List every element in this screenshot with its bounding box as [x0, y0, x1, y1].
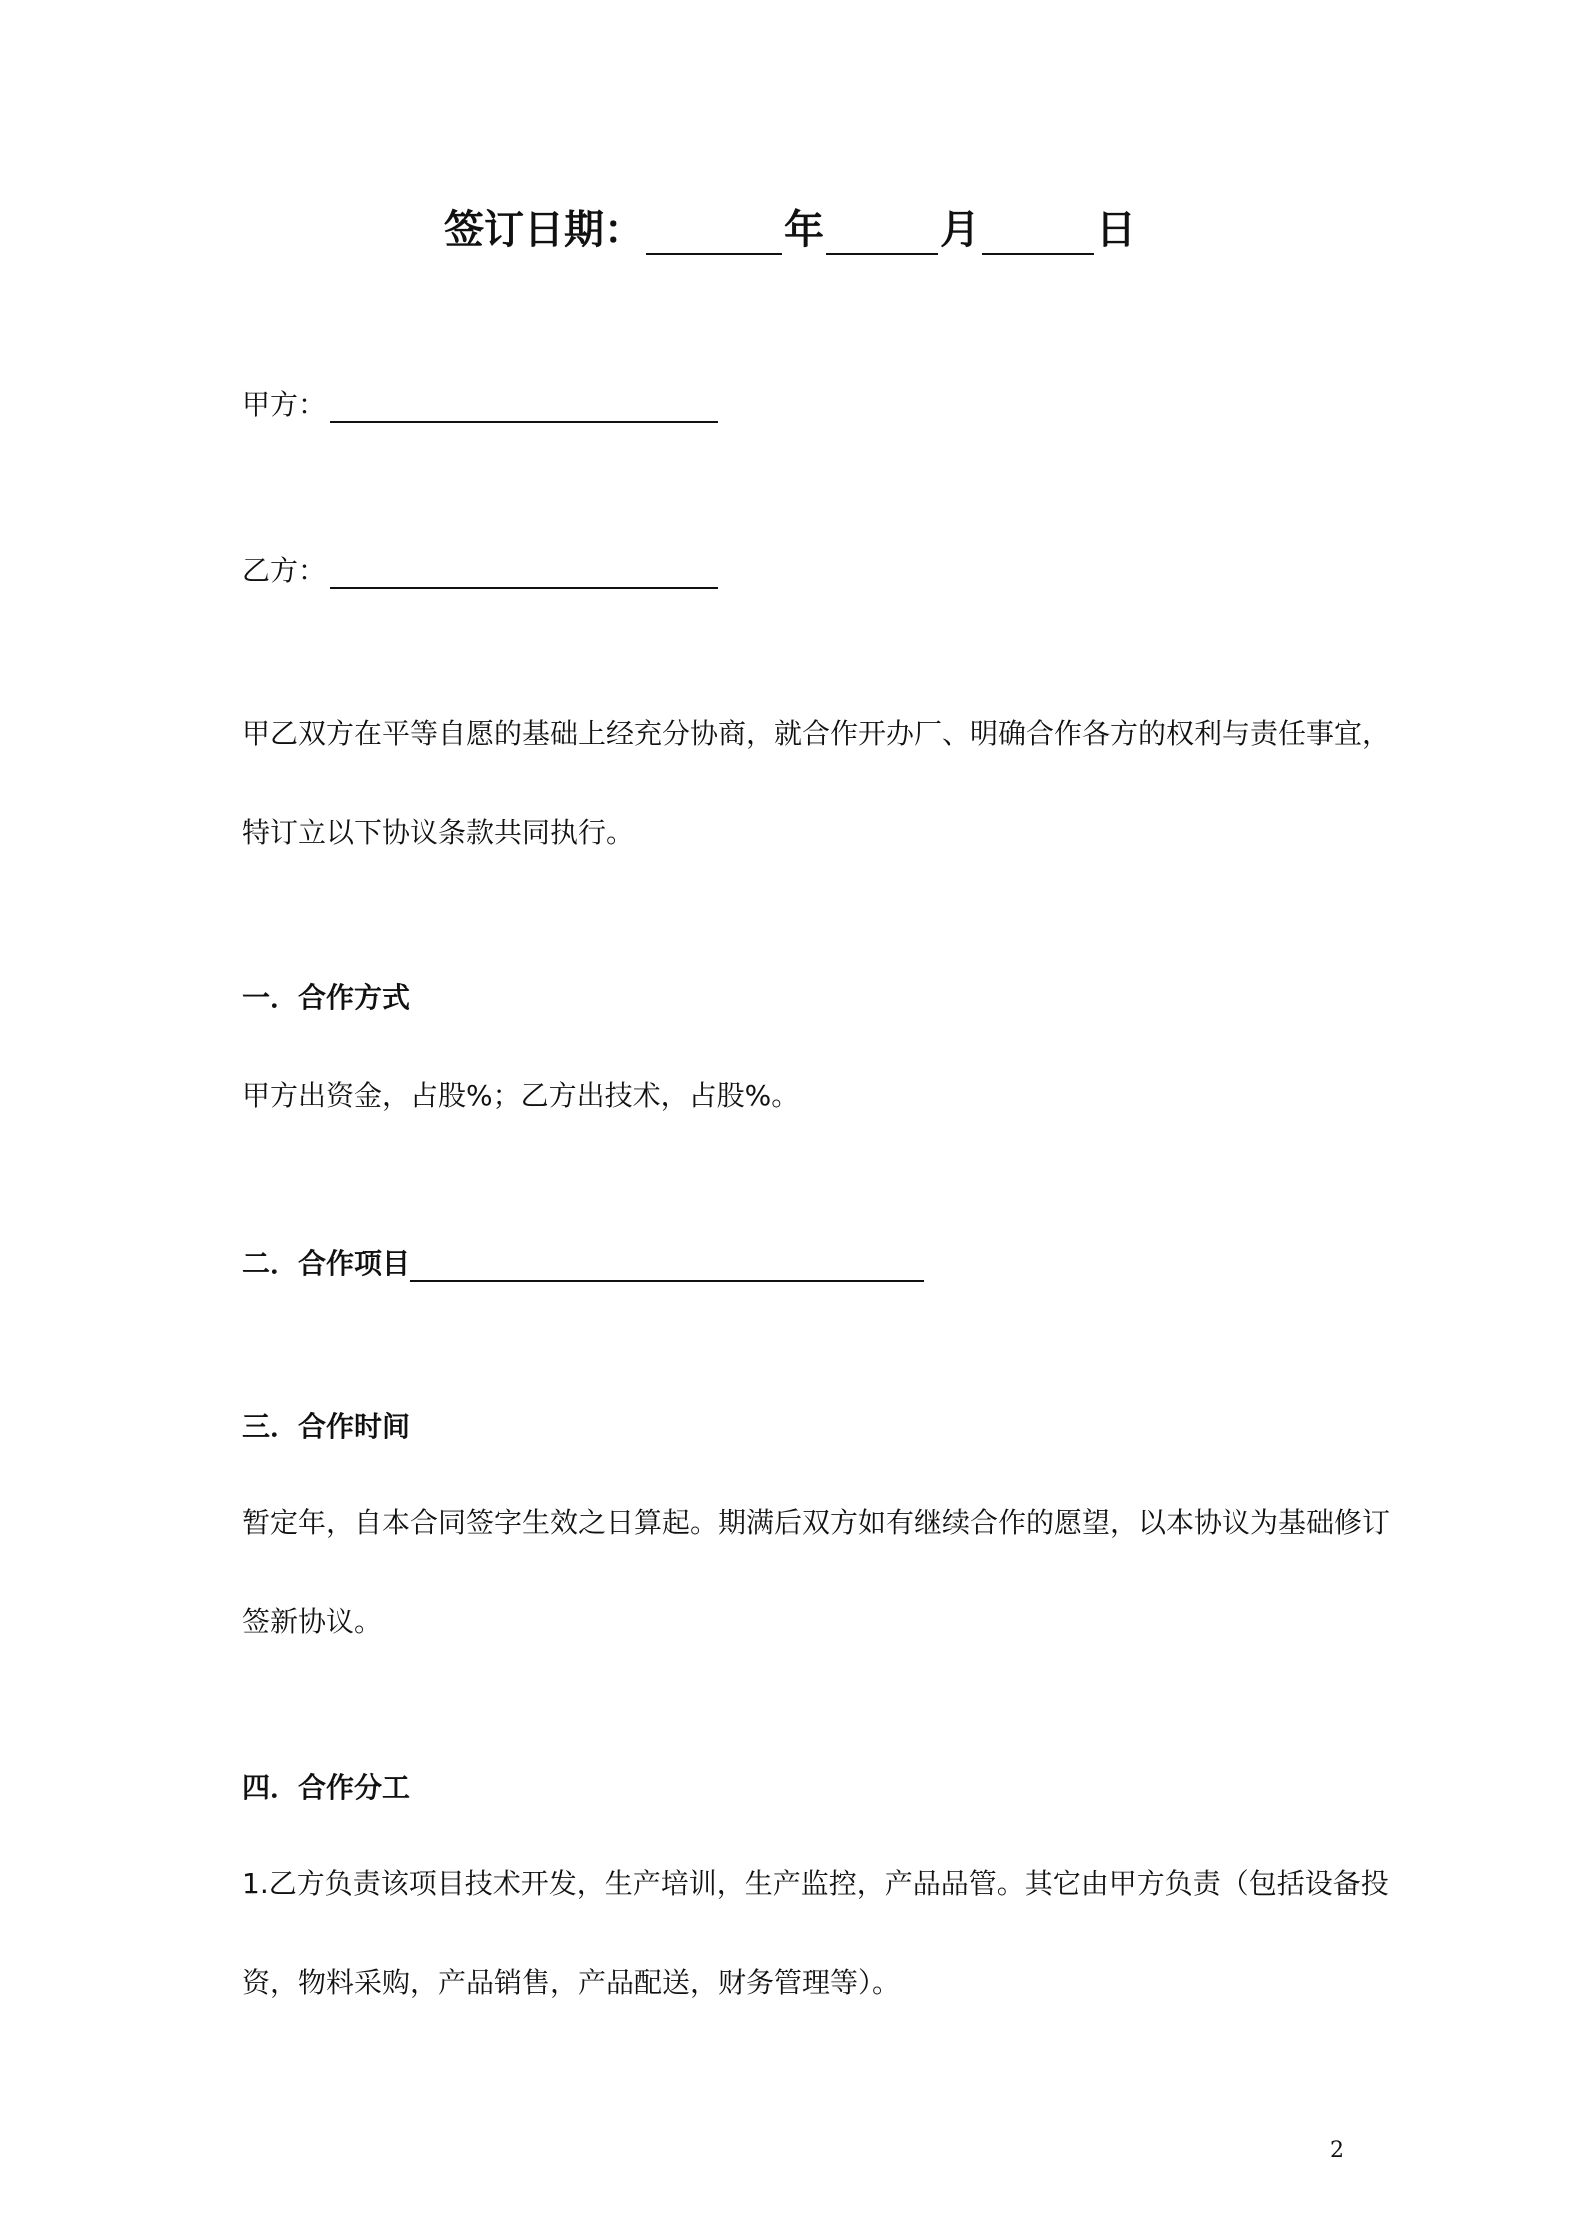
day-blank: [982, 213, 1094, 255]
section-1-heading: 一．合作方式: [242, 981, 411, 1014]
section-1-text: 甲方出资金，占股%；乙方出技术，占股%。: [242, 1079, 800, 1112]
intro-line-1: 甲乙双方在平等自愿的基础上经充分协商，就合作开办厂、明确合作各方的权利与责任事宜，: [242, 717, 1391, 750]
party-a-row: [242, 383, 718, 423]
day-label: 日: [1096, 207, 1136, 253]
section-2-row: [242, 1242, 924, 1282]
party-b-label: 乙方：: [242, 554, 327, 587]
page-number: 2: [1330, 2138, 1344, 2163]
section-4-line-2: 资，物料采购，产品销售，产品配送，财务管理等）。: [242, 1966, 901, 1999]
project-blank: [410, 1250, 924, 1282]
section-4-line-1: 1.乙方负责该项目技术开发，生产培训，生产监控，产品品管。其它由甲方负责（包括设备投: [242, 1867, 1389, 1900]
section-4-heading: 四．合作分工: [242, 1771, 411, 1804]
year-blank: [646, 213, 782, 255]
month-blank: [826, 213, 938, 255]
party-a-blank: [330, 391, 718, 423]
section-3-line-1: 暂定年，自本合同签字生效之日算起。期满后双方如有继续合作的愿望，以本协议为基础修订: [242, 1506, 1391, 1539]
party-b-blank: [330, 557, 718, 589]
month-label: 月: [940, 207, 980, 253]
section-3-heading: 三．合作时间: [242, 1410, 411, 1443]
party-a-label: 甲方：: [242, 388, 327, 421]
party-b-row: [242, 549, 718, 589]
section-3-line-2: 签新协议。: [242, 1605, 383, 1638]
year-label: 年: [784, 207, 824, 253]
date-label: 签订日期：: [444, 207, 644, 253]
signing-date-title: [0, 198, 1580, 255]
intro-line-2: 特订立以下协议条款共同执行。: [242, 816, 635, 849]
section-2-heading: 二．合作项目: [242, 1247, 411, 1280]
